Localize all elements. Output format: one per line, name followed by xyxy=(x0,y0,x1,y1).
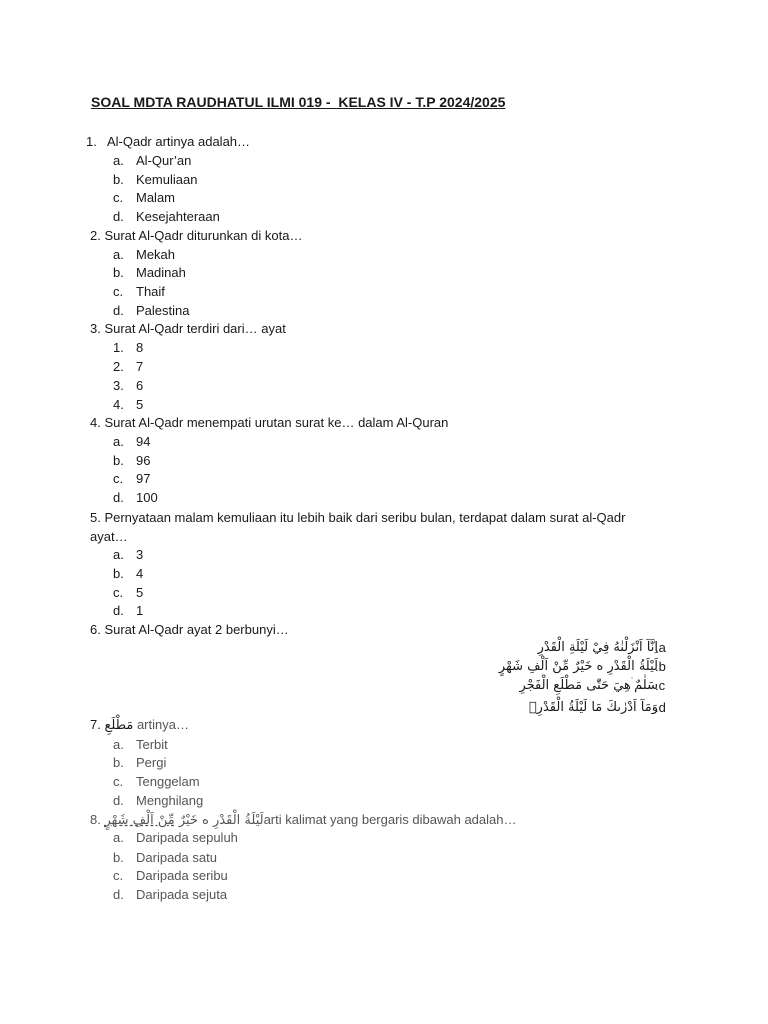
question-1: 1. Al-Qadr artinya adalah… xyxy=(86,134,251,149)
option-text: 8 xyxy=(136,340,144,355)
option-text: 5 xyxy=(136,397,144,412)
option-letter: a. xyxy=(113,247,124,262)
option-text: 1 xyxy=(136,603,144,618)
arabic-option-text: وَمَآ اَدْرٰىكَ مَا لَيْلَةُ الْقَدْرِۗ xyxy=(528,700,658,715)
option-letter: d. xyxy=(113,209,124,224)
arabic-option-text: سَلٰمٌ ۛهِيَ حَتّٰى مَطْلَعِ الْفَجْرِ xyxy=(519,678,658,693)
option-text: Pergi xyxy=(136,755,167,770)
option-text: Menghilang xyxy=(136,793,204,808)
option-letter: c. xyxy=(113,868,124,883)
option-letter: .c xyxy=(655,678,666,693)
question-6: 6. Surat Al-Qadr ayat 2 berbunyi… xyxy=(90,622,289,637)
option-text: 100 xyxy=(136,490,158,505)
question-5: 5. Pernyataan malam kemuliaan itu lebih baik dari seribu bulan, terdapat dalam surat al-Qadr xyxy=(90,510,626,525)
option-text: Daripada sejuta xyxy=(136,887,228,902)
option-text: 96 xyxy=(136,453,151,468)
option-letter: a. xyxy=(113,737,124,752)
option-text: 94 xyxy=(136,434,151,449)
question-5-continued: ayat… xyxy=(90,529,128,544)
option-letter: .b xyxy=(655,659,666,674)
option-text: Malam xyxy=(136,190,176,205)
option-text: Mekah xyxy=(136,247,176,262)
option-letter: a. xyxy=(113,547,124,562)
option-letter: b. xyxy=(113,566,124,581)
option-letter: 4. xyxy=(113,397,124,412)
option-letter: b. xyxy=(113,755,124,770)
question-suffix: arti kalimat yang bergaris dibawah adalah… xyxy=(263,812,517,827)
option-letter: a. xyxy=(113,830,124,845)
option-letter: 2. xyxy=(113,359,124,374)
arabic-phrase xyxy=(104,813,263,828)
option-text: Thaif xyxy=(136,284,165,299)
option-letter: .d xyxy=(655,700,666,715)
question-number: 8. xyxy=(90,812,101,827)
option-letter: c. xyxy=(113,585,124,600)
option-text: 5 xyxy=(136,585,144,600)
option-text: 6 xyxy=(136,378,144,393)
option-letter: c. xyxy=(113,190,124,205)
question-number: 7. xyxy=(90,717,101,732)
question-4: 4. Surat Al-Qadr menempati urutan surat ke… dalam Al-Quran xyxy=(90,415,449,430)
option-letter: b. xyxy=(113,850,124,865)
option-letter: d. xyxy=(113,303,124,318)
option-text: 3 xyxy=(136,547,144,562)
option-letter: c. xyxy=(113,774,124,789)
option-text: Daripada seribu xyxy=(136,868,228,883)
option-text: Terbit xyxy=(136,737,168,752)
option-letter: d. xyxy=(113,793,124,808)
option-letter: b. xyxy=(113,172,124,187)
option-letter: c. xyxy=(113,284,124,299)
option-letter: c. xyxy=(113,471,124,486)
option-text: 4 xyxy=(136,566,144,581)
option-text: Kesejahteraan xyxy=(136,209,220,224)
option-letter: .a xyxy=(655,640,666,655)
option-letter: 1. xyxy=(113,340,124,355)
question-2: 2. Surat Al-Qadr diturunkan di kota… xyxy=(90,228,303,243)
question-8 xyxy=(90,811,517,830)
arabic-plain: لَيْلَةُ الْقَدْرِ ە خَيْرٌ xyxy=(178,813,264,828)
option-letter: d. xyxy=(113,603,124,618)
option-letter: d. xyxy=(113,490,124,505)
option-letter: a. xyxy=(113,434,124,449)
exam-title: SOAL MDTA RAUDHATUL ILMI 019 - KELAS IV - T.P 2024/2025 xyxy=(91,94,506,110)
option-text: Al-Qur’an xyxy=(136,153,192,168)
option-letter: a. xyxy=(113,153,124,168)
question-3: 3. Surat Al-Qadr terdiri dari… ayat xyxy=(90,321,286,336)
option-letter: b. xyxy=(113,265,124,280)
question-7 xyxy=(90,716,189,735)
question-suffix: artinya… xyxy=(133,717,189,732)
option-text: 7 xyxy=(136,359,144,374)
option-text: Daripada sepuluh xyxy=(136,830,238,845)
option-text: Daripada satu xyxy=(136,850,217,865)
arabic-option-text: لَيْلَةُ الْقَدْرِ ە خَيْرٌ مِّنْ اَلْفِ شَهْرٍ xyxy=(498,659,658,674)
option-letter: d. xyxy=(113,887,124,902)
arabic-option-text: اِنَّآ اَنْزَلْنٰهُ فِيْ لَيْلَةِ الْقَدْرِ xyxy=(537,640,658,655)
arabic-word: مَطْلَعِ xyxy=(104,718,134,733)
arabic-underlined: مِّنْ اَلْفِ شَهْرٍ xyxy=(104,813,175,828)
option-text: 97 xyxy=(136,471,151,486)
option-letter: 3. xyxy=(113,378,124,393)
option-text: Tenggelam xyxy=(136,774,200,789)
option-text: Palestina xyxy=(136,303,190,318)
option-letter: b. xyxy=(113,453,124,468)
option-text: Madinah xyxy=(136,265,186,280)
option-text: Kemuliaan xyxy=(136,172,198,187)
